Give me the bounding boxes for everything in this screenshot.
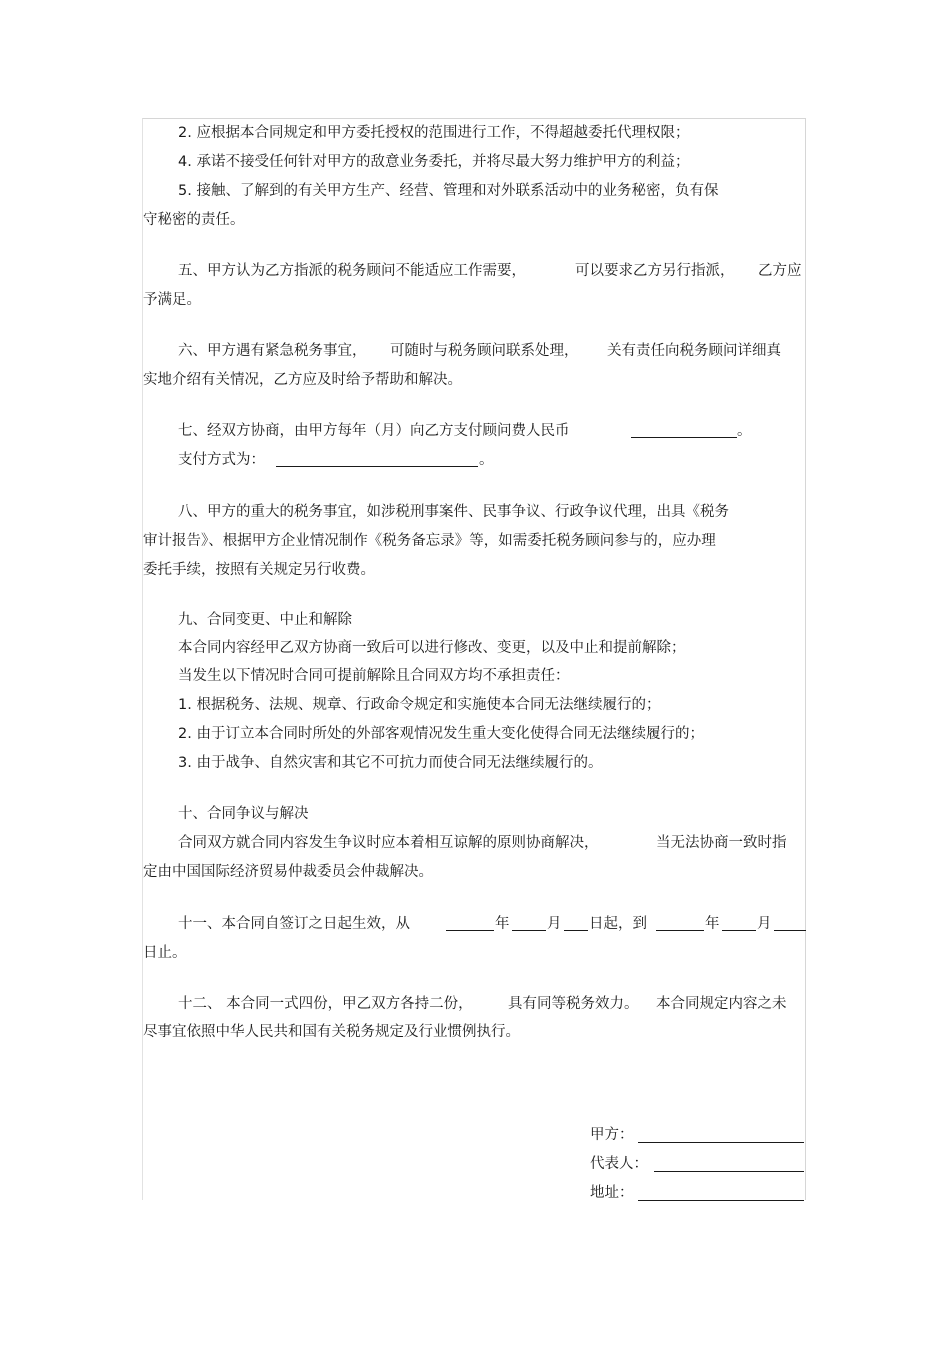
clause8-line2: 审计报告》、根据甲方企业情况制作《税务备忘录》等，如需委托税务顾问参与的，应办理 [143,533,716,549]
fee-amount-blank [631,422,737,438]
payment-method-blank [276,451,478,467]
clause9-item2: 2. 由于订立本合同时所处的外部客观情况发生重大变化使得合同无法继续履行的； [178,726,704,742]
clause6-line1-part1: 六、甲方遇有紧急税务事宜， [178,343,367,359]
clause9-item1: 1. 根据税务、法规、规章、行政命令规定和实施使本合同无法继续履行的； [178,697,661,713]
clause9-title: 九、合同变更、中止和解除 [178,612,352,628]
clause5-line1-part1: 五、甲方认为乙方指派的税务顾问不能适应工作需要， [178,263,526,279]
clause9-item3: 3. 由于战争、自然灾害和其它不可抗力而使合同无法继续履行的。 [178,755,603,771]
clause5-line2: 予满足。 [143,292,201,308]
end-month-blank [722,915,756,931]
clause9-para1: 本合同内容经甲乙双方协商一致后可以进行修改、变更，以及中止和提前解除； [178,640,686,656]
party-a-label: 甲方： [590,1127,634,1143]
start-day-label: 日起，到 [589,916,647,932]
clause10-line1-part2: 当无法协商一致时指 [656,835,787,851]
end-year-label: 年 [705,916,720,932]
end-day-blank [774,915,806,931]
clause6-line1-part2: 可随时与税务顾问联系处理， [390,343,579,359]
clause7-line1-end: 。 [737,423,752,439]
clause7-line2-end: 。 [479,452,494,468]
clause12-line1-part1: 十二、 本合同一式四份，甲乙双方各持二份， [178,996,473,1012]
clause5-line1-part2: 可以要求乙方另行指派， [575,263,735,279]
party-a-blank [638,1127,804,1143]
clause8-line3: 委托手续，按照有关规定另行收费。 [143,562,375,578]
clause4-item5-line2: 守秘密的责任。 [143,212,245,228]
clause11-line1-start: 十一、本合同自签订之日起生效，从 [178,916,410,932]
clause11-line2: 日止。 [143,945,187,961]
clause4-item5-line1: 5. 接触、了解到的有关甲方生产、经营、管理和对外联系活动中的业务秘密，负有保 [178,183,719,199]
clause8-line1: 八、甲方的重大的税务事宜，如涉税刑事案件、民事争议、行政争议代理，出具《税务 [178,504,729,520]
start-day-blank [564,915,588,931]
clause4-item2: 2. 应根据本合同规定和甲方委托授权的范围进行工作，不得超越委托代理权限； [178,125,690,141]
clause7-line1: 七、经双方协商，由甲方每年（月）向乙方支付顾问费人民币 [178,423,570,439]
clause10-line1-part1: 合同双方就合同内容发生争议时应本着相互谅解的原则协商解决， [178,835,599,851]
clause12-line2: 尽事宜依照中华人民共和国有关税务规定及行业惯例执行。 [143,1024,520,1040]
start-month-blank [512,915,546,931]
end-year-blank [656,915,704,931]
clause10-title: 十、合同争议与解决 [178,806,309,822]
end-month-label: 月 [757,916,772,932]
clause9-para2: 当发生以下情况时合同可提前解除且合同双方均不承担责任： [178,668,570,684]
clause4-item4: 4. 承诺不接受任何针对甲方的敌意业务委托，并将尽最大努力维护甲方的利益； [178,154,690,170]
clause12-line1-part2: 具有同等税务效力。 [508,996,639,1012]
representative-label: 代表人： [590,1156,648,1172]
clause6-line2: 实地介绍有关情况，乙方应及时给予帮助和解决。 [143,372,462,388]
start-year-label: 年 [495,916,510,932]
clause12-line1-part3: 本合同规定内容之未 [656,996,787,1012]
clause5-line1-part3: 乙方应 [758,263,802,279]
address-blank [638,1185,804,1201]
start-year-blank [446,915,494,931]
clause6-line1-part3: 关有责任向税务顾问详细真 [607,343,781,359]
start-month-label: 月 [547,916,562,932]
clause7-line2: 支付方式为： [178,452,265,468]
representative-blank [654,1156,804,1172]
clause10-line2: 定由中国国际经济贸易仲裁委员会仲裁解决。 [143,864,433,880]
address-label: 地址： [590,1185,634,1201]
